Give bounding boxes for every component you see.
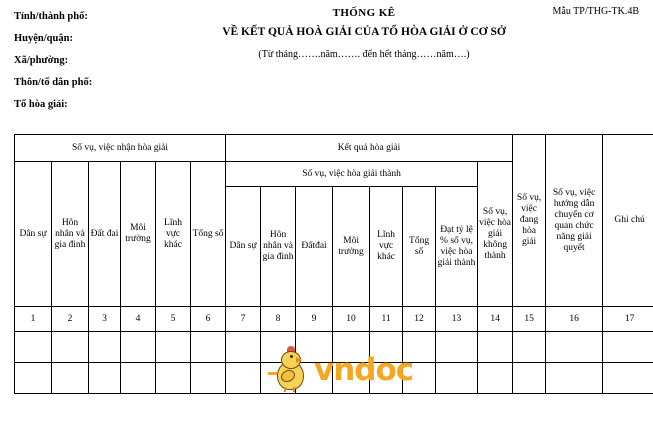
data-cell[interactable] [370,363,403,394]
col-succeeded-marriage-family: Hôn nhân và gia đình [261,187,296,307]
data-cell[interactable] [436,332,478,363]
col-succeeded-total: Tổng số [403,187,436,307]
col-succeeded-land: Đấtđai [296,187,333,307]
col-received-total: Tổng số [191,162,226,307]
group-header-ongoing: Số vụ, việc đang hòa giải [513,135,546,307]
col-received-environment: Môi trường [121,162,156,307]
data-cell[interactable] [261,363,296,394]
number-cell-1: 1 [15,307,52,332]
col-succeeded-environment: Môi trường [333,187,370,307]
table-number-row [15,307,653,332]
page-title: THỐNG KÊ [332,7,396,19]
number-cell-7: 7 [226,307,261,332]
data-cell[interactable] [191,363,226,394]
number-cell-13: 13 [436,307,478,332]
data-cell[interactable] [333,363,370,394]
watermark-text: vndoc [314,351,414,388]
data-cell[interactable] [89,332,121,363]
field-hamlet: Thôn/tổ dân phố: [14,77,93,88]
number-cell-9: 9 [296,307,333,332]
data-cell[interactable] [370,332,403,363]
data-cell[interactable] [603,363,653,394]
field-commune: Xã/phường: [14,55,69,66]
data-cell[interactable] [403,363,436,394]
data-cell[interactable] [513,332,546,363]
group-header-notes: Ghi chú [603,135,653,307]
title-block [164,6,564,62]
table-row[interactable] [15,363,653,394]
number-cell-8: 8 [261,307,296,332]
data-cell[interactable] [296,363,333,394]
data-cell[interactable] [191,332,226,363]
data-cell[interactable] [121,363,156,394]
col-received-land: Đất đai [89,162,121,307]
data-cell[interactable] [436,363,478,394]
number-cell-14: 14 [478,307,513,332]
document-header [14,6,639,118]
number-cell-16: 16 [546,307,603,332]
form-code: Mẫu TP/THG-TK.4B [552,6,639,17]
col-received-marriage-family: Hôn nhân và gia đình [52,162,89,307]
col-succeeded-other: Lĩnh vực khác [370,187,403,307]
page-subtitle: VỀ KẾT QUẢ HOÀ GIẢI CỦA TỔ HÒA GIẢI Ở CƠ SỞ [222,26,506,38]
data-cell[interactable] [89,363,121,394]
data-cell[interactable] [333,332,370,363]
subgroup-header-succeeded: Số vụ, việc hòa giải thành [226,162,478,187]
data-cell[interactable] [403,332,436,363]
data-cell[interactable] [52,363,89,394]
data-cell[interactable] [296,332,333,363]
field-mediation-group: Tổ hòa giải: [14,99,68,110]
data-cell[interactable] [478,332,513,363]
col-succeeded-civil: Dân sự [226,187,261,307]
data-cell[interactable] [15,332,52,363]
col-succeeded-rate: Đạt tỷ lệ % số vụ, việc hòa giải thành [436,187,478,307]
reporting-period: (Từ tháng…….năm……. đến hết tháng……năm….) [258,49,470,60]
number-cell-12: 12 [403,307,436,332]
data-cell[interactable] [15,363,52,394]
number-cell-4: 4 [121,307,156,332]
number-cell-15: 15 [513,307,546,332]
group-header-received: Số vụ, việc nhận hòa giải [15,135,226,162]
data-cell[interactable] [156,363,191,394]
data-cell[interactable] [226,332,261,363]
table-group-header-row [15,135,653,162]
col-received-other: Lĩnh vực khác [156,162,191,307]
data-cell[interactable] [546,363,603,394]
col-failed-total: Số vụ, việc hòa giải không thành [478,162,513,307]
number-cell-10: 10 [333,307,370,332]
data-cell[interactable] [121,332,156,363]
field-district: Huyện/quận: [14,33,73,44]
number-cell-11: 11 [370,307,403,332]
number-cell-5: 5 [156,307,191,332]
number-cell-2: 2 [52,307,89,332]
number-cell-3: 3 [89,307,121,332]
col-received-civil: Dân sự [15,162,52,307]
data-cell[interactable] [478,363,513,394]
group-header-guidance: Số vụ, việc hướng dẫn chuyển cơ quan chức năng giải quyết [546,135,603,307]
data-cell[interactable] [226,363,261,394]
data-cell[interactable] [52,332,89,363]
table-row[interactable] [15,332,653,363]
data-cell[interactable] [261,332,296,363]
data-cell[interactable] [546,332,603,363]
statistics-table [14,134,653,394]
data-cell[interactable] [603,332,653,363]
group-header-result: Kết quả hòa giải [226,135,513,162]
data-cell[interactable] [513,363,546,394]
number-cell-17: 17 [603,307,653,332]
field-province: Tỉnh/thành phố: [14,11,88,22]
data-cell[interactable] [156,332,191,363]
number-cell-6: 6 [191,307,226,332]
